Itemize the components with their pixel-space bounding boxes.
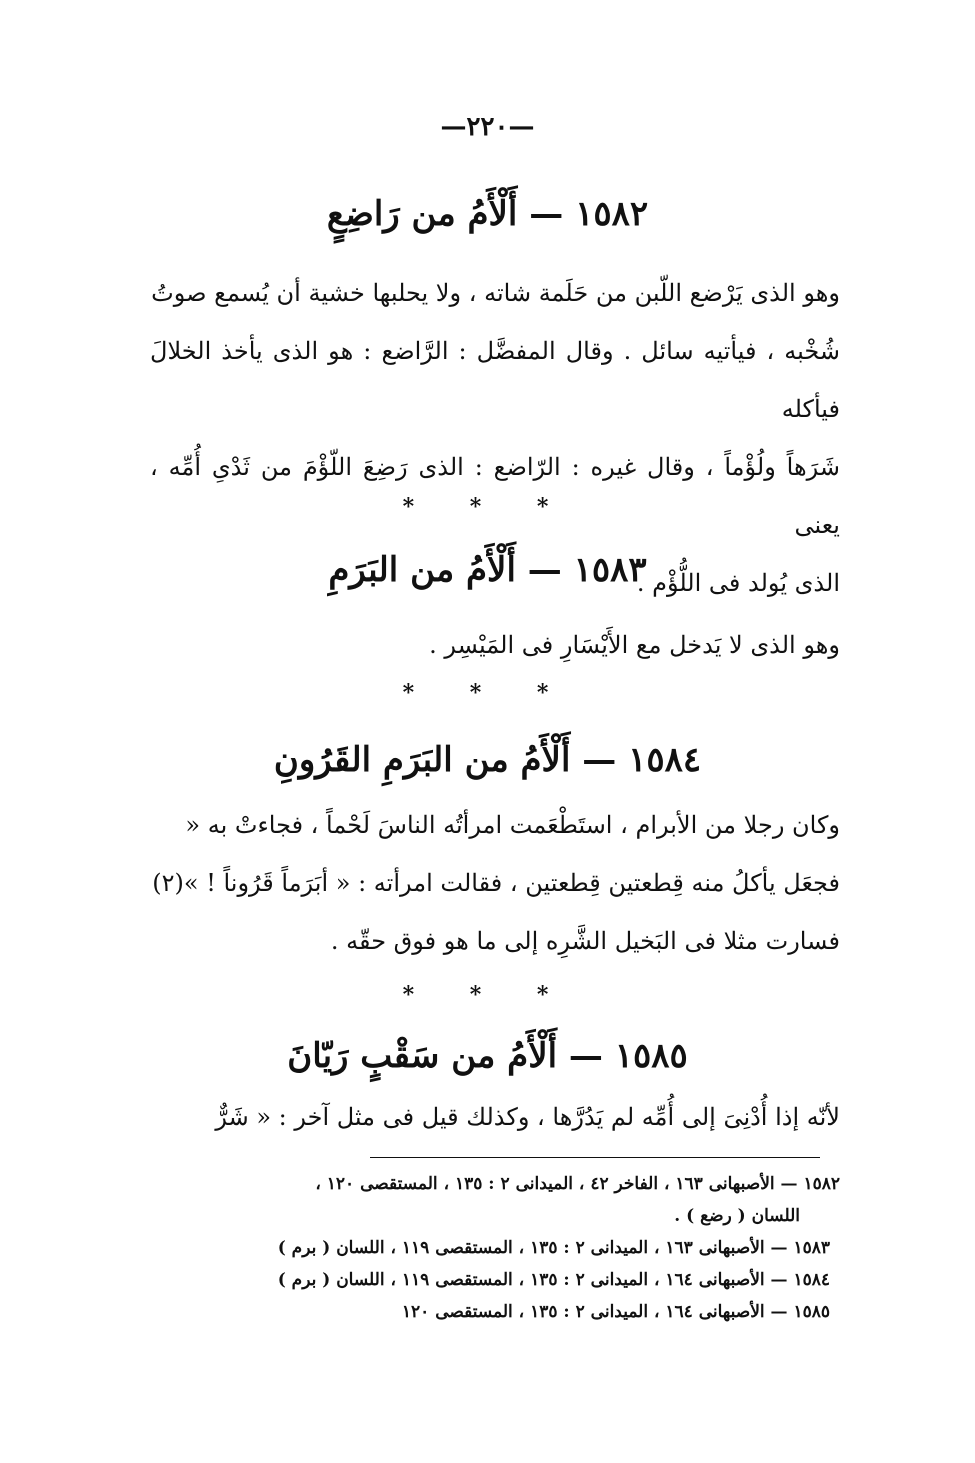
entry-line: فسارت مثلا فى البَخيل الشَّرِه إلى ما هو فوق حقّه . (330, 927, 840, 955)
entry-body-1584 (145, 796, 840, 970)
entry-heading-1585: ١٥٨٥ — أَلْأَمُ من سَقْبٍ رَيّانَ (287, 1036, 688, 1076)
entry-line: شَرَهاً ولُؤْماً ، وقال غيره : الرّاضع : الذى رَضِعَ اللّؤْمَ من ثَدْىِ أُمِّه ، يعنى (150, 453, 840, 539)
entry-heading-1582: ١٥٨٢ — أَلْأَمُ من رَاضِعٍ (326, 194, 649, 234)
entry-heading-1583: ١٥٨٣ — أَلْأَمُ من البَرَمِ (328, 550, 647, 590)
section-separator: * * * (402, 680, 573, 706)
entry-line: فجعَل يأكلُ منه قِطعتين قِطعتين ، فقالت امرأته : « أبَرَماً قَرُوناً ! »(٢) (152, 869, 840, 897)
entry-line: وكان رجلا من الأبرام ، استَطْعَمت امرأتُه الناسَ لَحْماً ، فجاءتْ به « (185, 811, 840, 839)
footnote-1585: ١٥٨٥ — الأصبهانى ١٦٤ ، الميدانى ٢ : ١٣٥ ، المستقصى ١٢٠ (401, 1302, 830, 1322)
footnote-1584: ١٥٨٤ — الأصبهانى ١٦٤ ، الميدانى ٢ : ١٣٥ ، المستقصى ١١٩ ، اللسان ( برم ) (277, 1270, 830, 1290)
entry-line: وهو الذى يَرْضع اللّبن من حَلَمة شاته ، ولا يحلبها خشية أن يُسمع صوتُ (151, 279, 840, 307)
footnote-1582: ١٥٨٢ — الأصبهانى ١٦٣ ، الفاخر ٤٢ ، الميدانى ٢ : ١٣٥ ، المستقصى ١٢٠ ، (315, 1174, 840, 1194)
entry-line: وهو الذى لا يَدخل مع الأَيْسَارِ فى المَيْسِر . (429, 631, 840, 659)
entry-line: شُخْبه ، فيأتيه سائل . وقال المفضَّل : الرَّاضع : هو الذى يأخذ الخلالَ فيأكله (150, 337, 840, 423)
entry-line: الذى يُولد فى اللُّؤْم . (636, 569, 840, 597)
section-separator: * * * (402, 494, 573, 520)
footnote-1583: ١٥٨٣ — الأصبهانى ١٦٣ ، الميدانى ٢ : ١٣٥ ، المستقصى ١١٩ ، اللسان ( برم ) (277, 1238, 830, 1258)
section-separator: * * * (402, 982, 573, 1008)
page-number: —٢٢٠— (440, 112, 535, 142)
entry-line: لأنّه إذا أُدْنِىَ إلى أُمِّه لم يَدُرَّها ، وكذلك قيل فى مثل آخر : « شَرٌّ (215, 1103, 840, 1131)
entry-body-1585 (145, 1088, 840, 1146)
footnotes (140, 1168, 840, 1328)
footnote-1582-continued: اللسان ( رضع ) . (674, 1206, 800, 1226)
entry-body-1583 (150, 616, 840, 674)
footnote-rule (370, 1157, 820, 1158)
entry-heading-1584: ١٥٨٤ — أَلْأَمُ من البَرَمِ القَرُونِ (273, 740, 702, 780)
